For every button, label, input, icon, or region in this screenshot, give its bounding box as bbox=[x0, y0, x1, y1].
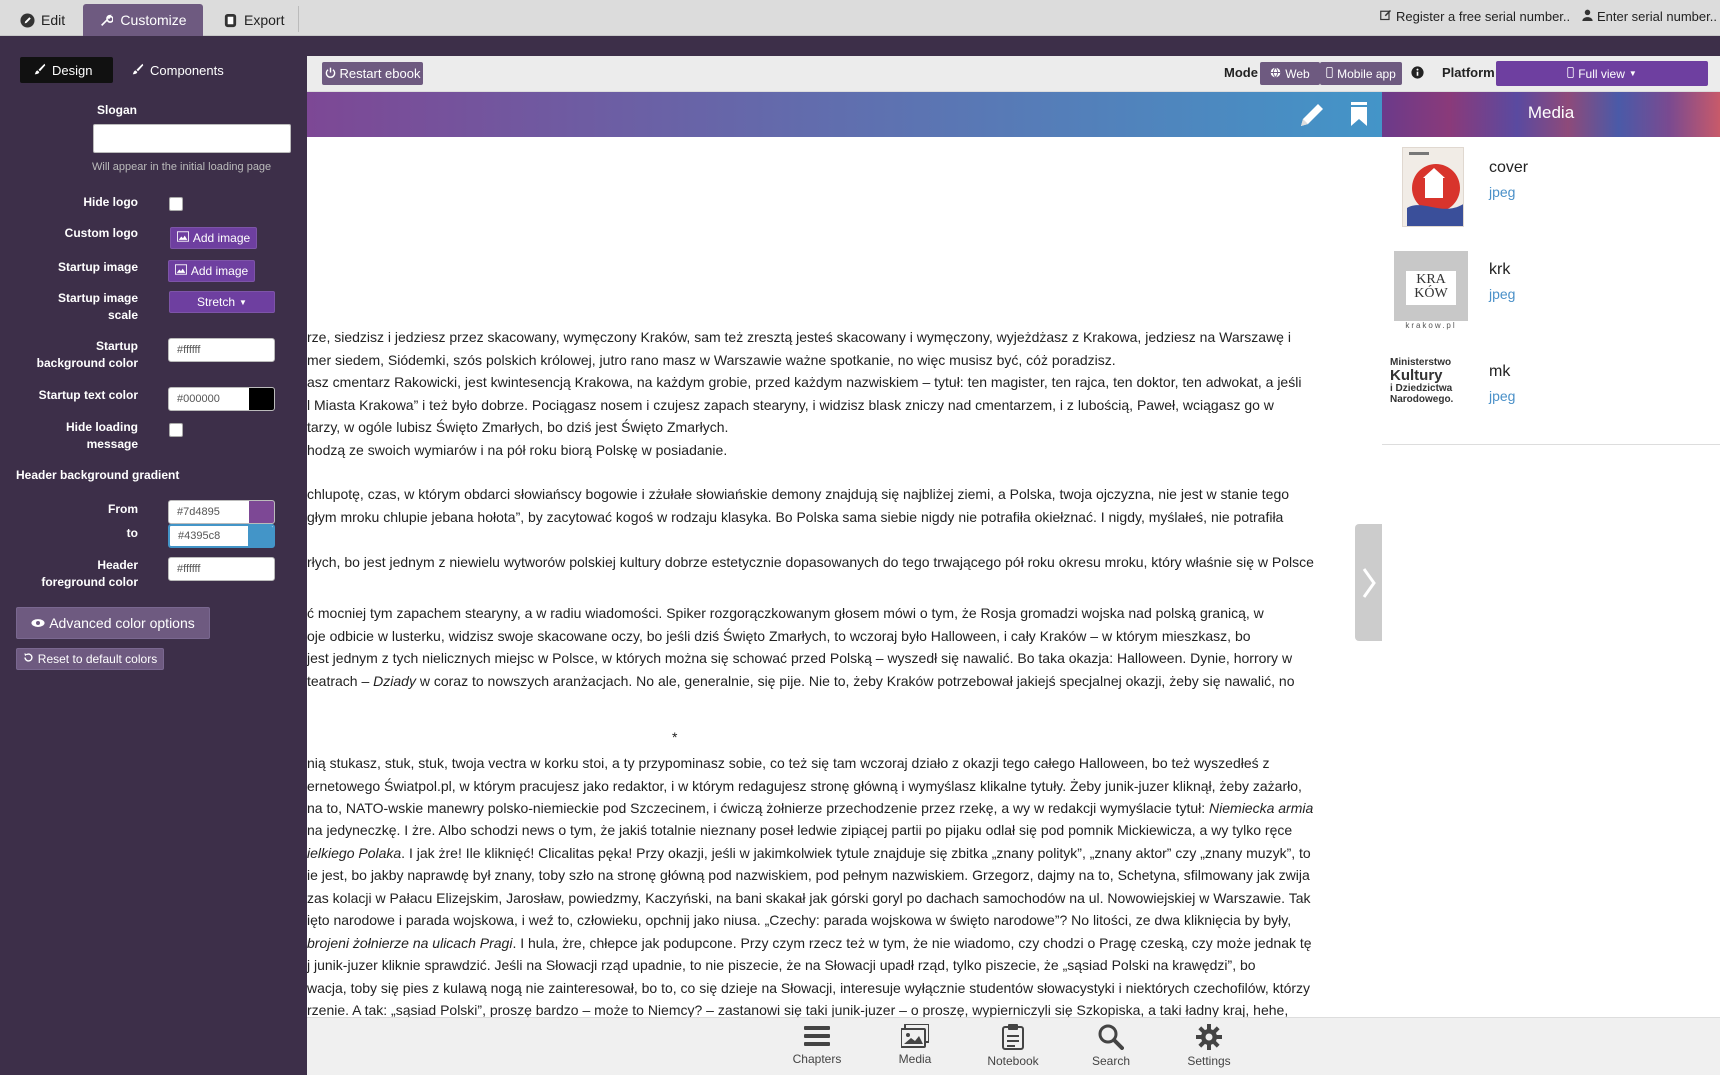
text-line: głym mroku chlupie jebana hołota”, by zacytować kogoś w rodzaju klasyka. Bo Polska sama siebie nigdy nie potrafiła okiełznać. I nigdy, myślałeś, nie potrafiła bbox=[307, 508, 1284, 525]
enter-serial-link[interactable] bbox=[1582, 9, 1717, 24]
edit-icon bbox=[20, 13, 35, 28]
startup-scale-value: Stretch bbox=[197, 295, 236, 309]
media-item-name: krk bbox=[1489, 261, 1511, 278]
gradient-to-input[interactable] bbox=[168, 524, 275, 548]
user-icon bbox=[1582, 9, 1593, 24]
advanced-color-options-label: Advanced color options bbox=[49, 615, 195, 631]
startup-scale-label-line2: scale bbox=[107, 308, 138, 322]
startup-bg-label bbox=[0, 338, 138, 372]
customize-sidebar bbox=[0, 36, 307, 1075]
caret-down-icon: ▼ bbox=[239, 297, 247, 307]
divider bbox=[298, 6, 299, 32]
startup-text-color-value: #000000 bbox=[177, 393, 220, 405]
custom-logo-label: Custom logo bbox=[64, 226, 138, 240]
text-line: chlupotę, czas, w którym obdarci słowiańscy bogowie i zżułałe słowiańskie demony znajdują się najbliżej ziemi, a Polska, twoja ojczyzna, nie jest w stanie tego bbox=[307, 486, 1290, 502]
slogan-hint: Will appear in the initial loading page bbox=[92, 161, 272, 173]
mk-thumbnail bbox=[1390, 357, 1476, 417]
media-item-mk[interactable] bbox=[1382, 347, 1720, 445]
nav-media-label: Media bbox=[898, 1052, 932, 1066]
nav-chapters[interactable] bbox=[782, 1024, 852, 1066]
pencil-icon[interactable] bbox=[1297, 100, 1327, 135]
tab-customize-label: Customize bbox=[120, 12, 187, 28]
text-line: zas kolacji w Pałacu Elizejskim, Jarosław, powiedzmy, Kaczyński, na bani skakał jak górski goryl po dachach samochodów na ul. Nowowiejskiej w Warszawie. Tak bbox=[307, 889, 1311, 906]
restart-ebook-label: Restart ebook bbox=[339, 66, 421, 81]
section-separator: * bbox=[672, 729, 678, 745]
text-line: rłych, bo jest jednym z niewielu wytworów polskiej kultury dobrze estetycznie dopasowanych do tego trwającego pół roku okresu mroku, który właśnie się w Polsce bbox=[307, 554, 1314, 570]
text-line: wacja, toby się pies z kulawą nogą nie zainteresował, bo to, co się dzieje na Słowacji, interesuje wyłącznie studentów słowacystyki i niektórych czechofilów, którzy bbox=[307, 979, 1311, 996]
nav-notebook[interactable] bbox=[978, 1024, 1048, 1068]
platform-value: Full view bbox=[1578, 66, 1625, 81]
mode-mobile-button[interactable] bbox=[1320, 62, 1402, 85]
search-icon bbox=[1098, 1024, 1124, 1050]
mode-label: Mode bbox=[1224, 65, 1258, 80]
text-line: hodzą ze swoich wymiarów i na pół roku biorą Polskę w posiadanie. bbox=[307, 441, 728, 458]
mk-logo-line3: i Dziedzictwa bbox=[1390, 383, 1453, 394]
text-line: ernetowego Światpol.pl, w którym pracujesz jako redaktor, i w którym redagujesz stronę główną i wymyślasz klikalne tytuły. Żeby junik-juzer kliknął, żeby zażarło, bbox=[307, 777, 1302, 794]
text-line: tarzy, w ogóle lubisz Święto Zmarłych, bo dziś jest Święto Zmarłych. bbox=[307, 419, 729, 435]
media-item-cover[interactable] bbox=[1382, 143, 1720, 243]
media-panel-title: Media bbox=[1527, 103, 1575, 122]
brush-icon bbox=[132, 63, 144, 78]
ebook-bottom-nav bbox=[307, 1017, 1720, 1075]
text-line: asz cmentarz Rakowicki, jest kwintesencją Krakowa, na każdym grobie, przed każdym nazwiskiem – tytuł: ten magister, ten rajca, ten doktor, ten adwokat, a jeśli bbox=[307, 374, 1302, 390]
cover-thumbnail bbox=[1402, 147, 1464, 227]
startup-image-label: Startup image bbox=[57, 260, 138, 274]
header-fg-label-line1: Header bbox=[97, 558, 138, 572]
enter-serial-label: Enter serial number.. bbox=[1597, 9, 1717, 24]
info-icon[interactable] bbox=[1411, 66, 1424, 84]
add-image-label: Add image bbox=[190, 264, 249, 278]
text-line: ielkiego Polaka. I jak żre! Ile kliknięć! Clicalitas pęka! Przy okazji, jeśli w jakimkolwiek tytule znajduje się zbitka „znany polityk”, „znany aktor” czy „znany muzyk”, to bbox=[307, 845, 1311, 861]
register-link[interactable] bbox=[1380, 9, 1570, 24]
restart-ebook-button[interactable] bbox=[322, 62, 423, 85]
gradient-to-swatch[interactable] bbox=[248, 526, 273, 548]
nav-chapters-label: Chapters bbox=[792, 1052, 842, 1066]
images-icon bbox=[901, 1024, 929, 1048]
text-line: brojeni żołnierze na ulicach Pragi. I hula, żre, chłepce jak podupcone. Przy czym rzecz też w tym, że nie wiadomo, czy chodzi o Pragę czeską, czy może jednak tę bbox=[307, 935, 1312, 951]
startup-text-color-swatch[interactable] bbox=[249, 388, 274, 410]
nav-search[interactable] bbox=[1076, 1024, 1146, 1068]
platform-dropdown[interactable] bbox=[1496, 61, 1708, 86]
text-line: nią stukasz, stuk, stuk, twoja vectra w korku stoi, a ty przypominasz sobie, co też się tam wczoraj działo z okazji tego całego Halloween, bo też wyszedłeś z bbox=[307, 755, 1270, 771]
nav-search-label: Search bbox=[1091, 1054, 1131, 1068]
tab-customize[interactable] bbox=[83, 4, 203, 36]
startup-bg-label-line2: background color bbox=[36, 356, 138, 370]
reset-colors-label: Reset to default colors bbox=[37, 652, 158, 666]
header-fg-label bbox=[0, 557, 138, 591]
nav-settings[interactable] bbox=[1174, 1024, 1244, 1068]
chevron-right-icon bbox=[1361, 567, 1377, 599]
mk-logo-line2: Kultury bbox=[1390, 367, 1443, 384]
hide-loading-label bbox=[0, 419, 138, 453]
krk-thumbnail bbox=[1392, 249, 1470, 333]
mk-logo-line1: Ministerstwo bbox=[1390, 357, 1452, 368]
text-line: na jedyneczkę. I żre. Albo schodzi news o tym, że jakiś totalnie nieznany poseł ledwie zipiącej partii po pijaku odlał się pod pomnik Mickiewicza, a wy tylko ręce bbox=[307, 822, 1293, 838]
clipboard-icon bbox=[1002, 1024, 1024, 1050]
startup-scale-label bbox=[0, 290, 138, 324]
gradient-to-value: #4395c8 bbox=[178, 530, 221, 542]
media-item-krk[interactable] bbox=[1382, 245, 1720, 345]
media-panel-header bbox=[1382, 92, 1720, 137]
krk-logo-sub: krakow.pl bbox=[1405, 321, 1457, 330]
add-image-label: Add image bbox=[192, 231, 251, 245]
nav-media[interactable] bbox=[880, 1024, 950, 1066]
text-line: j junik-juzer kliknie sprawdzić. Jeśli na Słowacji rząd upadnie, to nie piszecie, że na Słowacji upadł rząd, tylko piszecie, że „sąsiad Polski na krawędzi”, bo bbox=[307, 957, 1256, 973]
media-panel bbox=[1382, 92, 1720, 1017]
image-icon bbox=[175, 264, 187, 278]
header-fg-label-line2: foreground color bbox=[41, 575, 138, 589]
text-line: ie jest, bo jakby naprawdę był znany, toby szło na stronę główną pod nazwiskiem, pod pełnym nazwiskiem. Grzegorz, dajmy na to, Schetyna, sfilmowany jak zwija bbox=[307, 867, 1310, 883]
mode-web-label: Web bbox=[1285, 66, 1310, 81]
slogan-label: Slogan bbox=[97, 103, 138, 117]
nav-notebook-label: Notebook bbox=[987, 1054, 1039, 1068]
startup-scale-dropdown[interactable] bbox=[169, 291, 275, 313]
startup-bg-color-value: #ffffff bbox=[177, 344, 201, 356]
hide-logo-checkbox[interactable] bbox=[169, 197, 183, 211]
gradient-from-swatch[interactable] bbox=[249, 501, 274, 523]
startup-bg-color-input[interactable] bbox=[168, 338, 275, 362]
startup-bg-label-line1: Startup bbox=[96, 339, 138, 353]
caret-down-icon: ▼ bbox=[1628, 69, 1637, 78]
gradient-heading: Header background gradient bbox=[16, 468, 180, 482]
text-line: rze, siedzisz i jedziesz przez skacowany, wymęczony Kraków, sam też zresztą jesteś skacowany i wymęczony, wyjeżdżasz z Krakowa, jedziesz na Warszawę i bbox=[307, 329, 1291, 345]
edit-square-icon bbox=[1380, 9, 1392, 24]
text-line: ć mocniej tym zapachem stearyny, a w radiu wiadomości. Spiker rozgorączkowanym głosem mówi o tym, że Rosja gromadzi wojska nad polską granicą, w bbox=[307, 605, 1264, 621]
mobile-icon bbox=[1326, 67, 1333, 81]
gradient-from-input[interactable] bbox=[168, 500, 275, 524]
startup-image-add-image-button[interactable] bbox=[168, 260, 255, 282]
startup-text-label: Startup text color bbox=[38, 388, 138, 402]
menu-icon bbox=[804, 1024, 830, 1048]
hide-logo-label: Hide logo bbox=[83, 195, 138, 209]
export-icon bbox=[223, 13, 238, 28]
mode-mobile-label: Mobile app bbox=[1337, 66, 1396, 81]
text-line: rzenie. A tak: „sąsiad Polski”, proszę bardzo – może to Niemcy? – zastanowi się taki junik-juzer – o proszę, wypierniczyli się Szkopiska, a taki ładny kraj, hehe, bbox=[307, 1002, 1289, 1017]
krk-logo-text: KRA KÓW bbox=[1414, 272, 1448, 301]
hide-loading-checkbox[interactable] bbox=[169, 423, 183, 437]
image-icon bbox=[177, 231, 189, 245]
tab-components[interactable] bbox=[118, 57, 238, 83]
preview-toolbar bbox=[307, 56, 1720, 92]
media-item-name: cover bbox=[1489, 159, 1529, 176]
register-link-label: Register a free serial number.. bbox=[1396, 9, 1571, 24]
slogan-input[interactable] bbox=[93, 124, 291, 153]
top-bar bbox=[0, 0, 1720, 36]
from-label: From bbox=[108, 502, 138, 516]
media-item-type: jpeg bbox=[1489, 286, 1516, 302]
mode-web-button[interactable] bbox=[1260, 62, 1320, 85]
header-fg-color-input[interactable] bbox=[168, 557, 275, 581]
ebook-header bbox=[307, 92, 1382, 137]
tab-edit[interactable] bbox=[10, 4, 75, 36]
gear-icon bbox=[1196, 1024, 1222, 1050]
startup-scale-label-line1: Startup image bbox=[57, 291, 138, 305]
text-line: teatrach – Dziady w coraz to nowszych aranżacjach. No ale, generalnie, się pije. Nie to, żeby Kraków potrzebował jakiejś specjalnej okazji, żeby się nawalić, no bbox=[307, 673, 1295, 689]
next-page-button[interactable] bbox=[1355, 524, 1382, 641]
tab-design-label: Design bbox=[52, 62, 93, 78]
eye-icon bbox=[31, 615, 45, 631]
text-line: oje odbicie w lusterku, widzisz swoje skacowane oczy, bo jeśli dziś Święto Zmarłych, to wczoraj było Halloween, i cały Kraków – w którym mieszkasz, bo bbox=[307, 627, 1251, 644]
globe-icon bbox=[1270, 67, 1281, 81]
platform-label: Platform bbox=[1442, 65, 1495, 80]
advanced-color-options-button[interactable] bbox=[16, 607, 210, 639]
tab-export[interactable] bbox=[213, 4, 294, 36]
tab-edit-label: Edit bbox=[41, 12, 66, 28]
text-line: na to, NATO-wskie manewry polsko-niemieckie pod Szczecinem, i ćwiczą żołnierze przechodzenie przez rzekę, a wy w redakcji wymyślacie tytuł: Niemiecka armia bbox=[307, 800, 1314, 816]
header-fg-color-value: #ffffff bbox=[177, 563, 201, 575]
text-line: jest jednym z tych nielicznych miejsc w Polsce, w których można się schować przed Polską – wyszedł się nawalić. Bo taka okazja: Halloween. Dynie, horrory w bbox=[307, 650, 1293, 666]
tab-export-label: Export bbox=[244, 12, 285, 28]
gradient-from-value: #7d4895 bbox=[177, 506, 220, 518]
tab-components-label: Components bbox=[150, 62, 224, 78]
text-line: mer siedem, Siódemki, szós polskich królowej, jutro rano masz w Warszawie ważne spotkanie, no więc musisz być, cóż poradzisz. bbox=[307, 351, 1116, 368]
tab-design[interactable] bbox=[20, 57, 113, 83]
text-line: l Miasta Krakowa” i też było dobrze. Pociągasz nosem i czujesz zapach stearyny, i widzisz blask zniczy nad cmentarzem, i z lubością, Paweł, wciągasz go w bbox=[307, 396, 1274, 413]
mk-logo-line4: Narodowego. bbox=[1390, 394, 1454, 405]
bookmark-icon[interactable] bbox=[1351, 102, 1367, 131]
undo-icon bbox=[23, 652, 34, 666]
nav-settings-label: Settings bbox=[1187, 1054, 1231, 1068]
startup-text-color-input[interactable] bbox=[168, 387, 275, 411]
reset-colors-button[interactable] bbox=[16, 648, 164, 670]
media-item-type: jpeg bbox=[1489, 388, 1516, 404]
brush-icon bbox=[34, 63, 46, 78]
to-label: to bbox=[126, 526, 138, 540]
ebook-content bbox=[307, 137, 1382, 1017]
hide-loading-label-line1: Hide loading bbox=[66, 420, 138, 434]
media-item-type: jpeg bbox=[1489, 184, 1516, 200]
text-line: ięto narodowe i parada wojskowa, i weź to, człowieku, opchnij jako niusa. „Czechy: parada wojskowa w święto narodowe”? No litości, ze dwa kliknięcia by były, bbox=[307, 912, 1292, 928]
media-item-name: mk bbox=[1489, 363, 1511, 380]
custom-logo-add-image-button[interactable] bbox=[170, 227, 257, 249]
mobile-icon bbox=[1567, 67, 1574, 81]
power-icon bbox=[325, 66, 336, 81]
wrench-icon bbox=[99, 13, 114, 28]
hide-loading-label-line2: message bbox=[86, 437, 138, 451]
